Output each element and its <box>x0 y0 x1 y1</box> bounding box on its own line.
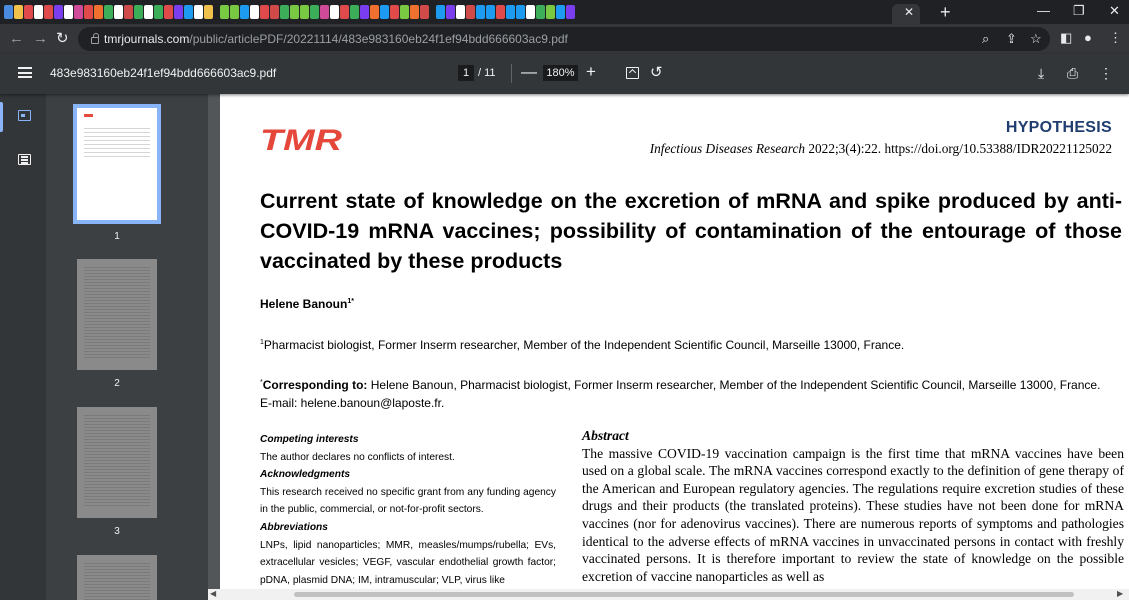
thumbnail-list <box>46 94 208 600</box>
ack-text: This research received no specific grant from any funding agency in the public, commercial, or not-for-profit sectors. <box>260 486 556 516</box>
tab-favicon-icon[interactable] <box>310 5 319 19</box>
tab-favicon-icon[interactable] <box>230 5 239 19</box>
tab-favicon-icon[interactable] <box>84 5 93 19</box>
tab-favicon-icon[interactable] <box>64 5 73 19</box>
abbr-heading: Abbreviations <box>260 521 328 533</box>
toolbar-divider <box>511 64 512 83</box>
scrollbar-thumb[interactable] <box>294 592 1074 597</box>
tab-favicon-icon[interactable] <box>506 5 515 19</box>
tab-favicon-icon[interactable] <box>516 5 525 19</box>
horizontal-scrollbar[interactable] <box>208 589 1129 600</box>
pdf-page <box>220 94 1129 594</box>
tab-favicon-icon[interactable] <box>380 5 389 19</box>
tab-favicon-icon[interactable] <box>144 5 153 19</box>
tab-favicon-icon[interactable] <box>526 5 535 19</box>
fit-to-page-icon[interactable] <box>626 67 639 79</box>
zoom-in-button[interactable]: + <box>586 62 596 81</box>
citation-line <box>650 141 1112 157</box>
rotate-icon[interactable]: ↺ <box>650 64 663 81</box>
print-icon[interactable]: ⎙ <box>1067 65 1079 81</box>
tab-favicon-icon[interactable] <box>446 5 455 19</box>
logo-lettering: TMR <box>260 126 343 152</box>
url-path: /public/articlePDF/20221114/483e983160eb24f1ef94bdd666603ac9.pdf <box>189 32 568 46</box>
tab-favicon-icon[interactable] <box>74 5 83 19</box>
bookmark-star-icon[interactable]: ☆ <box>1030 31 1042 46</box>
competing-text: The author declares no conflicts of interest. <box>260 451 455 463</box>
browser-menu-icon[interactable]: ⋮ <box>1109 30 1122 45</box>
reload-icon[interactable]: ↻ <box>56 30 69 47</box>
page-total: / 11 <box>478 67 496 79</box>
scroll-right-icon[interactable]: ▶ <box>1117 589 1124 598</box>
pdf-more-icon[interactable]: ⋮ <box>1099 65 1113 81</box>
tab-favicon-icon[interactable] <box>220 5 229 19</box>
tab-favicon-icon[interactable] <box>240 5 249 19</box>
tab-favicon-icon[interactable] <box>476 5 485 19</box>
forward-icon[interactable]: → <box>33 30 48 47</box>
side-panel-icon[interactable]: ◧ <box>1060 30 1073 45</box>
tab-favicon-icon[interactable] <box>94 5 103 19</box>
competing-heading: Competing interests <box>260 434 359 445</box>
page-thumbnail-4[interactable] <box>77 555 157 600</box>
tab-favicon-icon[interactable] <box>104 5 113 19</box>
url-text[interactable] <box>104 32 568 46</box>
tab-favicon-icon[interactable] <box>194 5 203 19</box>
pdf-toolbar <box>0 54 1129 94</box>
author-superscript: 1* <box>347 298 354 305</box>
scroll-left-icon[interactable]: ◀ <box>210 589 217 598</box>
thumbnail-text <box>84 128 150 160</box>
tab-favicon-icon[interactable] <box>546 5 555 19</box>
zoom-level-input[interactable]: 180% <box>543 65 578 81</box>
tab-favicon-icon[interactable] <box>14 5 23 19</box>
zoom-icon[interactable]: ⌕ <box>982 31 990 46</box>
thumbnail-label: 2 <box>114 378 120 389</box>
corr-superscript: * <box>260 379 263 386</box>
tab-favicon-icon[interactable] <box>204 5 213 19</box>
email-line: E-mail: helene.banoun@laposte.fr. <box>260 396 445 410</box>
tab-favicon-icon[interactable] <box>556 5 565 19</box>
sidebar-active-indicator <box>0 102 3 132</box>
article-type: HYPOTHESIS <box>1005 119 1112 136</box>
tab-favicon-icon[interactable] <box>164 5 173 19</box>
tab-favicon-icon[interactable] <box>390 5 399 19</box>
share-icon[interactable]: ⇪ <box>1006 31 1017 46</box>
url-host: tmrjournals.com <box>104 32 190 46</box>
tab-favicon-icon[interactable] <box>436 5 445 19</box>
tab-favicon-icon[interactable] <box>360 5 369 19</box>
affiliation <box>260 338 904 352</box>
tab-favicon-icon[interactable] <box>420 5 429 19</box>
tab-favicon-icon[interactable] <box>184 5 193 19</box>
tab-favicon-icon[interactable] <box>486 5 495 19</box>
tab-favicon-icon[interactable] <box>330 5 339 19</box>
abstract-column <box>582 427 1124 585</box>
minimize-button[interactable]: — <box>1037 3 1050 18</box>
back-icon[interactable]: ← <box>9 30 24 47</box>
maximize-button[interactable]: ❐ <box>1073 3 1085 18</box>
tab-favicon-icon[interactable] <box>300 5 309 19</box>
affiliation-superscript: 1 <box>260 339 264 346</box>
page-thumbnail-2[interactable] <box>77 259 157 370</box>
download-icon[interactable]: ⤓ <box>1038 65 1045 81</box>
tab-favicon-icon[interactable] <box>260 5 269 19</box>
tab-favicon-icon[interactable] <box>34 5 43 19</box>
thumbnail-text <box>84 267 150 360</box>
tab-favicons[interactable] <box>4 5 575 19</box>
journal-name: Infectious Diseases Research <box>649 141 806 156</box>
tab-favicon-icon[interactable] <box>496 5 505 19</box>
pdf-document-area <box>208 94 1129 600</box>
thumbnail-text <box>84 415 150 508</box>
tab-favicon-icon[interactable] <box>174 5 183 19</box>
pdf-sidebar <box>0 94 208 600</box>
tab-favicon-icon[interactable] <box>370 5 379 19</box>
thumbnail-logo <box>84 114 93 117</box>
tab-favicon-icon[interactable] <box>44 5 53 19</box>
tab-favicon-icon[interactable] <box>340 5 349 19</box>
zoom-out-button[interactable]: — <box>521 64 537 81</box>
tab-favicon-icon[interactable] <box>154 5 163 19</box>
hamburger-menu-icon[interactable] <box>18 67 32 78</box>
pdf-filename: 483e983160eb24f1ef94bdd666603ac9.pdf <box>50 66 277 80</box>
thumbnail-label: 3 <box>114 526 120 537</box>
tab-favicon-icon[interactable] <box>114 5 123 19</box>
tab-favicon-icon[interactable] <box>566 5 575 19</box>
abstract-text: The massive COVID-19 vaccination campaign is the first time that mRNA vaccines have been used on a global scale. The mRNA vaccines correspond exactly to the definition of gene therapy of the American and European regulatory agencies. The regulations require excretion studies of these drugs and their products (the translated proteins). These studies have not been done for mRNA vaccines (nor for adenovirus vaccines). There are numerous reports of symptoms and pathologies identical to the adverse effects of mRNA vaccines in unvaccinated persons in contact with freshly vaccinated persons. It is therefore important to review the state of knowledge on the possible excretion of vaccine nanoparticles as well as <box>582 445 1124 584</box>
corr-label: Corresponding to: <box>262 378 368 392</box>
citation-details: 2022;3(4):22. https://doi.org/10.53388/IDR20221125022 <box>805 141 1112 156</box>
tab-favicon-icon[interactable] <box>250 5 259 19</box>
lock-icon[interactable] <box>91 37 99 44</box>
tab-favicon-icon[interactable] <box>466 5 475 19</box>
address-bar[interactable] <box>78 27 1050 51</box>
tab-favicon-icon[interactable] <box>456 5 465 19</box>
tab-favicon-icon[interactable] <box>290 5 299 19</box>
article-title: Current state of knowledge on the excretion of mRNA and spike produced by anti-COVID-19 mRNA vaccines; possibility of contamination of the entourage of those vaccinated by these products <box>260 189 1122 273</box>
ack-heading: Acknowledgments <box>260 469 351 481</box>
tab-favicon-icon[interactable] <box>280 5 289 19</box>
tab-close-icon[interactable]: ✕ <box>904 5 915 19</box>
tmr-logo <box>260 126 344 152</box>
browser-toolbar <box>0 24 1129 54</box>
affiliation-text: Pharmacist biologist, Former Inserm researcher, Member of the Independent Scientific Council, Marseille 13000, France. <box>263 338 905 352</box>
author-name: Helene Banoun <box>260 297 348 311</box>
tab-favicon-icon[interactable] <box>124 5 133 19</box>
new-tab-button[interactable]: + <box>940 2 951 22</box>
page-thumbnail-1[interactable] <box>77 108 157 220</box>
page-thumbnail-3[interactable] <box>77 407 157 518</box>
thumbnail-text <box>84 563 150 600</box>
tab-favicon-icon[interactable] <box>536 5 545 19</box>
page-number-input[interactable]: 1 <box>458 65 474 81</box>
tab-favicon-icon[interactable] <box>4 5 13 19</box>
abstract-heading: Abstract <box>582 428 629 443</box>
tab-favicon-icon[interactable] <box>134 5 143 19</box>
window-close-button[interactable]: ✕ <box>1109 3 1120 18</box>
thumbnails-view-icon[interactable] <box>18 110 31 121</box>
tab-favicon-icon[interactable] <box>24 5 33 19</box>
corr-text: Helene Banoun, Pharmacist biologist, Former Inserm researcher, Member of the Independent Scientific Council, Marseille 13000, France. <box>367 378 1101 392</box>
correspondence <box>260 376 1100 412</box>
tab-favicon-icon[interactable] <box>400 5 409 19</box>
tab-favicon-icon[interactable] <box>270 5 279 19</box>
tab-favicon-icon[interactable] <box>350 5 359 19</box>
abbr-text: LNPs, lipid nanoparticles; MMR, measles/mumps/rubella; EVs, extracellular vesicles; VEGF, vascular endothelial growth factor; pDNA, plasmid DNA; IM, intramuscular; VLP, virus like <box>260 539 556 586</box>
article-info-column <box>260 431 556 589</box>
outline-view-icon[interactable] <box>18 154 31 165</box>
tmr-logo-mark <box>260 126 344 152</box>
author-line <box>260 297 354 311</box>
tab-strip <box>0 0 1129 24</box>
tab-favicon-icon[interactable] <box>54 5 63 19</box>
tab-favicon-icon[interactable] <box>320 5 329 19</box>
profile-icon[interactable]: ● <box>1084 30 1092 45</box>
tab-favicon-icon[interactable] <box>410 5 419 19</box>
thumbnail-label: 1 <box>114 231 120 242</box>
